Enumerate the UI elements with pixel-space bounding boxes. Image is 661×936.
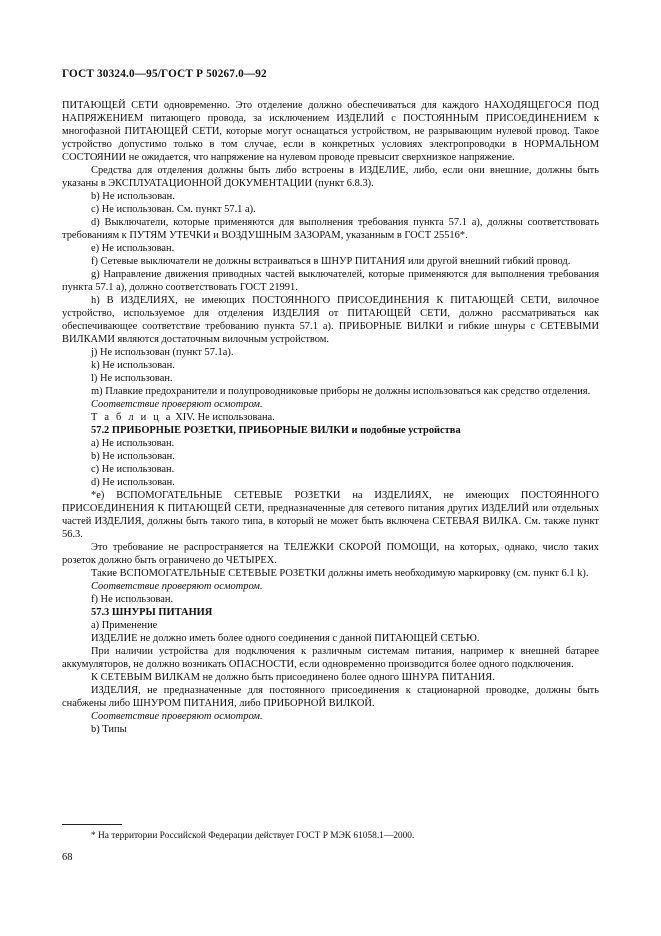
table-label: Т а б л и ц а: [91, 412, 173, 423]
footnote-divider: [62, 824, 122, 825]
item-m: m) Плавкие предохранители и полупроводниковые приборы не должны использоваться как средство отделения.: [91, 386, 591, 397]
item-a-57-2: а) Не использован.: [91, 438, 175, 449]
item-c: c) Не использован. См. пункт 57.1 а).: [91, 204, 256, 215]
item-b-types: b) Типы: [91, 724, 127, 735]
item-b-57-2: b) Не использован.: [91, 451, 175, 462]
paragraph-ambulance: Это требование не распространяется на ТЕЛЕЖКИ СКОРОЙ ПОМОЩИ, на которых, однако, число таких розеток должно быть ограничено до ЧЕТЫРЕХ.: [62, 542, 599, 566]
item-d-57-2: d) Не использован.: [91, 477, 175, 488]
section-heading-57-3: 57.3 ШНУРЫ ПИТАНИЯ: [91, 607, 213, 618]
compliance-note: Соответствие проверяют осмотром.: [91, 581, 263, 592]
item-h: h) В ИЗДЕЛИЯХ, не имеющих ПОСТОЯННОГО ПРИСОЕДИНЕНИЯ К ПИТАЮЩЕЙ СЕТИ, вилочное устройство, используемое для отделения ИЗДЕЛИЯ от ПИТАЮЩЕЙ СЕТИ, должно рассматриваться как обеспечивающее соответствие требованию пункта 57.1 а). ПРИБОРНЫЕ ВИЛКИ и гибкие шнуры с СЕТЕВЫМИ ВИЛКАМИ являются достаточным вилочным устройством.: [62, 295, 599, 345]
item-e-57-2: *e) ВСПОМОГАТЕЛЬНЫЕ СЕТЕВЫЕ РОЗЕТКИ на ИЗДЕЛИЯХ, не имеющих ПОСТОЯННОГО ПРИСОЕДИНЕНИЯ К ПИТАЮЩЕЙ СЕТИ, предназначенные для сетевого питания других ИЗДЕЛИЙ или отдельных частей ИЗДЕЛИЯ, должны быть такого типа, в который не может быть включена СЕТЕВАЯ ВИЛКА. См. также пункт 56.3.: [62, 490, 599, 540]
table-note: [62, 411, 599, 424]
item-f-57-2: f) Не использован.: [91, 594, 174, 605]
paragraph-separation-means: Средства для отделения должны быть либо встроены в ИЗДЕЛИЕ, либо, если они внешние, должны быть указаны в ЭКСПЛУАТАЦИОННОЙ ДОКУМЕНТАЦИИ (пункт 6.8.3).: [62, 165, 599, 189]
footnote: * На территории Российской Федерации действует ГОСТ Р МЭК 61058.1—2000.: [91, 831, 415, 841]
paragraph-one-connection: ИЗДЕЛИЕ не должно иметь более одного соединения с данной ПИТАЮЩЕЙ СЕТЬЮ.: [91, 633, 480, 644]
paragraph-continuation: ПИТАЮЩЕЙ СЕТИ одновременно. Это отделение должно обеспечиваться для каждого НАХОДЯЩЕГОСЯ ПОД НАПРЯЖЕНИЕМ питающего провода, за исключением ИЗДЕЛИЙ с ПОСТОЯННЫМ ПРИСОЕДИНЕНИЕМ к многофазной ПИТАЮЩЕЙ СЕТИ, которые могут оснащаться устройством, не разрывающим нулевой провод. Такое устройство допустимо только в том случае, если в конкретных условиях электропроводки в НОРМАЛЬНОМ СОСТОЯНИИ не ожидается, что напряжение на нулевом проводе превысит сверхнизкое напряжение.: [62, 100, 599, 163]
item-f: f) Сетевые выключатели не должны встраиваться в ШНУР ПИТАНИЯ или другой внешний гибкий провод.: [91, 256, 571, 267]
item-g: g) Направление движения приводных частей выключателей, которые применяются для выполнения требования пункта 57.1 а), должно соответствовать ГОСТ 21991.: [62, 269, 599, 293]
page-number: 68: [62, 852, 73, 863]
paragraph-marking: Такие ВСПОМОГАТЕЛЬНЫЕ СЕТЕВЫЕ РОЗЕТКИ должны иметь необходимую маркировку (см. пункт 6.1 k).: [91, 568, 589, 579]
document-header: ГОСТ 30324.0—95/ГОСТ Р 50267.0—92: [62, 68, 267, 80]
item-d: d) Выключатели, которые применяются для выполнения требования пункта 57.1 а), должны соответствовать требованиям к ПУТЯМ УТЕЧКИ и ВОЗДУШНЫМ ЗАЗОРАМ, указанным в ГОСТ 25516*.: [62, 217, 599, 241]
item-l: l) Не использован.: [91, 373, 173, 384]
item-e: e) Не использован.: [91, 243, 175, 254]
document-page: [62, 68, 599, 736]
paragraph-mains-plugs: К СЕТЕВЫМ ВИЛКАМ не должно быть присоединено более одного ШНУРА ПИТАНИЯ.: [91, 672, 495, 683]
item-b: b) Не использован.: [91, 191, 175, 202]
item-j: j) Не использован (пункт 57.1а).: [91, 347, 234, 358]
item-k: k) Не использован.: [91, 360, 175, 371]
item-c-57-2: c) Не использован.: [91, 464, 175, 475]
compliance-note: Соответствие проверяют осмотром.: [91, 399, 263, 410]
section-heading-57-2: 57.2 ПРИБОРНЫЕ РОЗЕТКИ, ПРИБОРНЫЕ ВИЛКИ и подобные устройства: [91, 425, 461, 436]
paragraph-multiple-supply: При наличии устройства для подключения к различным системам питания, например к внешней батарее аккумуляторов, не должно возникать ОПАСНОСТИ, если одновременно производится более одного подключения.: [62, 646, 599, 670]
paragraph-power-cord: ИЗДЕЛИЯ, не предназначенные для постоянного присоединения к стационарной проводке, должны быть снабжены либо ШНУРОМ ПИТАНИЯ, либо ПРИБОРНОЙ ВИЛКОЙ.: [62, 685, 599, 709]
table-text: XIV. Не использована.: [172, 412, 275, 423]
compliance-note: Соответствие проверяют осмотром.: [91, 711, 263, 722]
item-a-57-3: а) Применение: [91, 620, 158, 631]
